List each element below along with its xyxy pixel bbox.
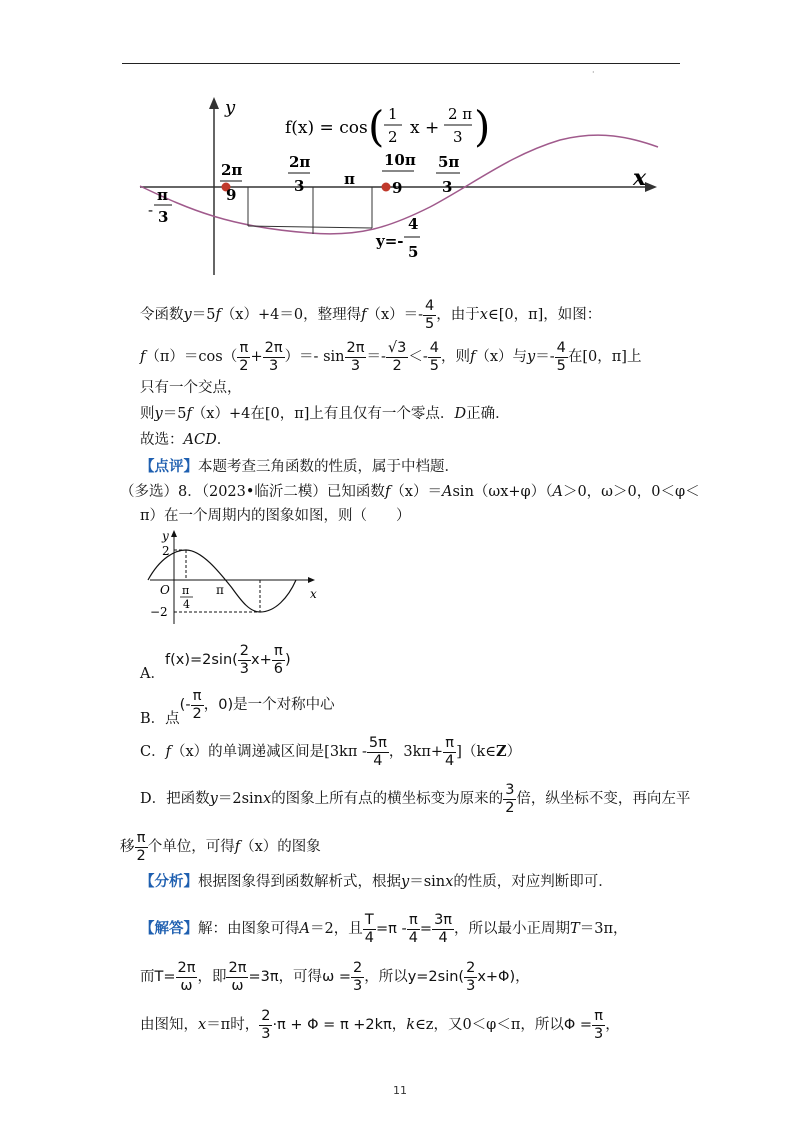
formula-den1: 2 — [388, 128, 398, 146]
formula-num1: 1 — [388, 105, 398, 123]
tick-2pi3-den: 3 — [294, 177, 305, 195]
y-axis-label: y — [225, 97, 236, 118]
point-10pi-9 — [382, 183, 391, 192]
tick-10pi9-num: 10π — [384, 151, 416, 169]
question-8-line-2: π）在一个周期内的图象如图，则（ ） — [140, 508, 411, 524]
option-d: D．把函数y＝2sinx的图象上所有点的横坐标变为原来的 $\frac{3}{2}$ 倍，纵坐标不变，再向左平 — [140, 782, 691, 816]
option-a: A．f(x)=2sin( $\frac{2}{3}$ x+ $\frac{\pi}{6}$ ) — [140, 643, 291, 683]
x-axis-arrow — [645, 182, 657, 192]
sine-graph-figure — [140, 528, 340, 628]
y-axis-arrow — [209, 97, 219, 109]
fig2-x-label: x — [310, 587, 317, 601]
fig2-y-min: −2 — [150, 605, 168, 619]
cosine-graph-figure — [130, 95, 660, 280]
fig2-x-arrow — [308, 577, 315, 583]
yline-num: 4 — [408, 215, 419, 233]
option-d-continued: 移 $\frac{\pi}{2}$ 个单位，可得f（x）的图象 — [120, 830, 321, 864]
solution-line-4: 则y＝5f（x）+4在[0，π]上有且仅有一个零点．D正确． — [140, 406, 510, 422]
solution-line-3: 只有一个交点， — [140, 380, 242, 396]
comment-line: 【点评】本题考查三角函数的性质，属于中档题． — [140, 458, 459, 475]
neg-pi3-den: 3 — [158, 208, 169, 226]
tick-10pi9-den: 9 — [392, 179, 403, 197]
option-b: B．点(- $\frac{\pi}{2}$ ，0)是一个对称中心 — [140, 688, 335, 728]
solution-line-2: f（π）＝cos（ $\frac{\pi}{2}$ + $\frac{2\pi}{3}$ ）＝- sin $\frac{2\pi}{3}$ ＝- $\frac{√3}{2}$ ＜- $\frac{4}{5}$ ，则f（x）与y＝- $\frac{4}{5}$ 在[0，π]上 — [140, 340, 642, 374]
fig2-y-max: 2 — [162, 544, 170, 558]
yline-label: y=- — [376, 232, 404, 250]
formula-mid: x + — [410, 118, 440, 138]
formula-num2: 2 π — [448, 105, 473, 123]
tick-2pi3-num: 2π — [289, 153, 311, 171]
option-c: C．f（x）的单调递减区间是[3kπ - $\frac{5\pi}{4}$ ，3kπ+ $\frac{\pi}{4}$ ]（k∈Z） — [140, 735, 522, 769]
fig2-tick-pi4-den: 4 — [183, 598, 190, 611]
fig2-tick-pi4-num: π — [182, 584, 190, 597]
formula-prefix: f(x) = cos — [285, 118, 368, 138]
solution-line-5: 故选：ACD． — [140, 432, 232, 448]
neg-pi3-num: π — [157, 186, 168, 204]
solution-line-1: 令函数y＝5f（x）+4＝0，整理得f（x）＝- $\frac{4}{5}$ ，由于x∈[0，π]，如图： — [140, 298, 602, 332]
page-number: 11 — [393, 1084, 407, 1097]
question-8-line-1: （多选）8．（2023•临沂二模）已知函数f（x）＝Asin（ωx+φ）（A＞0，ω＞0，0＜φ＜ — [120, 484, 700, 500]
neg-pi3-sign: - — [148, 201, 154, 219]
fig2-y-label: y — [162, 529, 169, 543]
tick-5pi3-den: 3 — [442, 178, 453, 196]
tick-2pi9-den: 9 — [226, 186, 237, 204]
formula-den2: 3 — [453, 128, 463, 146]
fig2-origin: O — [160, 583, 170, 597]
fig2-sine-curve — [148, 550, 296, 612]
tick-pi: π — [344, 170, 355, 188]
formula-bracket-close: ) — [474, 102, 491, 151]
tick-2pi9-num: 2π — [221, 161, 243, 179]
tick-5pi3-num: 5π — [438, 153, 460, 171]
header-mark: · — [592, 68, 595, 77]
yline-den: 5 — [408, 243, 419, 261]
formula-bracket-open: ( — [368, 102, 385, 151]
fig2-tick-pi: π — [216, 583, 224, 597]
header-rule — [122, 63, 680, 64]
fig2-y-arrow — [171, 530, 177, 537]
x-axis-label: x — [633, 165, 647, 191]
answer-line-3: 由图知，x＝π时， $\frac{2}{3}$ ·π + Φ = π +2kπ，k∈z，又0＜φ＜π，所以Φ = $\frac{\pi}{3}$ ， — [140, 1008, 620, 1042]
answer-line-2: 而T= $\frac{2\pi}{\omega}$ ，即 $\frac{2\pi}{\omega}$ =3π，可得ω = $\frac{2}{3}$ ，所以y=2sin( $\frac{2}{3}$ x+Φ)， — [140, 960, 530, 994]
analysis-line: 【分析】根据图象得到函数解析式，根据y＝sinx的性质，对应判断即可． — [140, 873, 613, 890]
answer-line-1: 【解答】解：由图象可得A＝2，且 $\frac{T}{4}$ =π - $\frac{\pi}{4}$ = $\frac{3\pi}{4}$ ，所以最小正周期T＝3π， — [140, 912, 628, 946]
